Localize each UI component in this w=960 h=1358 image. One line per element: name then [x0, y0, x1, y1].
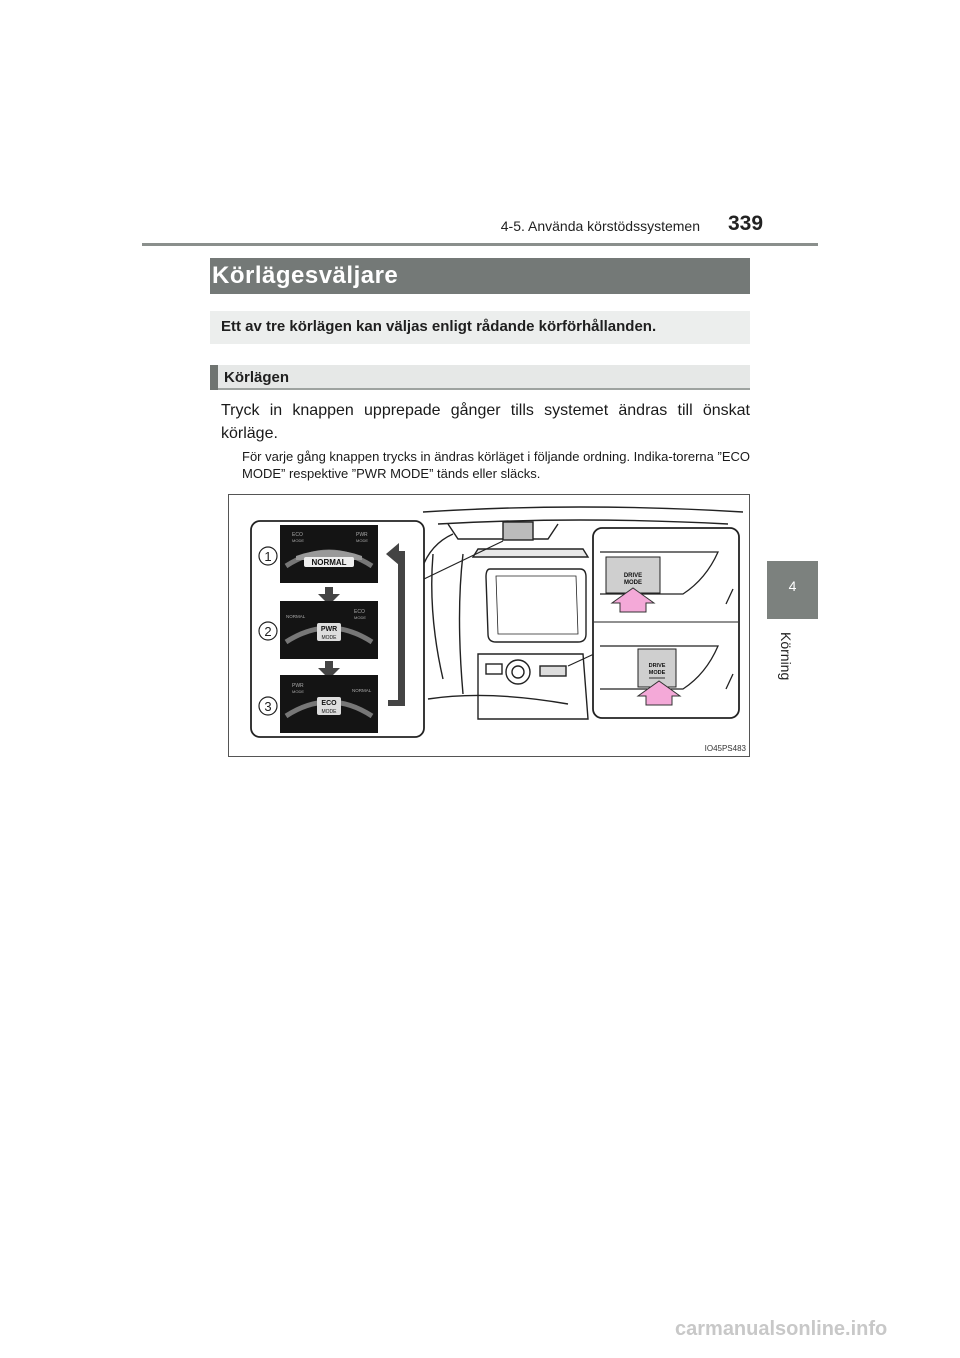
display3-right: NORMAL — [352, 688, 372, 693]
display2-left: NORMAL — [286, 614, 306, 619]
figure-code: IO45PS483 — [704, 744, 746, 753]
button1-line2: MODE — [624, 580, 642, 586]
button1-line1: DRIVE — [623, 573, 643, 579]
display-pwr — [280, 601, 378, 659]
subheading-accent — [210, 365, 218, 390]
body-paragraph: Tryck in knappen upprepade gånger tills systemet ändras till önskat körläge. — [221, 402, 750, 442]
display1-left-top: ECO — [292, 532, 303, 538]
drive-mode-button-bottom[interactable] — [638, 649, 676, 687]
display2-right-bottom: MODE — [354, 615, 366, 620]
display1-right-bottom: MODE — [356, 538, 368, 543]
header-divider — [142, 243, 818, 246]
header-section-title: 4-5. Använda körstödssystemen — [500, 218, 700, 234]
display-eco — [280, 675, 378, 733]
display2-center-bottom: MODE — [321, 635, 337, 641]
display1-center: NORMAL — [311, 558, 347, 567]
chapter-tab-label-text: Körning — [778, 632, 794, 681]
chapter-tab-label — [778, 632, 808, 692]
note-paragraph: För varje gång knappen trycks in ändras körläget i följande ordning. Indika-torerna ”ECO MODE” respektive ”PWR MODE” tänds eller släcks. — [242, 449, 750, 481]
step-3: 3 — [264, 699, 272, 714]
intro-text: Ett av tre körlägen kan väljas enligt rådande körförhållanden. — [221, 318, 657, 335]
page-title: Körlägesväljare — [212, 262, 399, 289]
step-1: 1 — [264, 549, 272, 564]
display2-right-top: ECO — [354, 609, 365, 615]
display3-center-bottom: MODE — [321, 709, 337, 715]
display3-center-top: ECO — [321, 700, 337, 707]
display1-left-bottom: MODE — [292, 538, 304, 543]
chapter-tab-number: 4 — [788, 578, 797, 594]
display3-left-bottom: MODE — [292, 689, 304, 694]
display1-right-top: PWR — [356, 532, 368, 538]
drive-mode-figure — [228, 494, 750, 757]
button2-line1: DRIVE — [648, 663, 666, 669]
subheading-bar — [210, 365, 750, 390]
watermark: carmanualsonline.info — [675, 1318, 888, 1340]
button2-line2: MODE — [648, 670, 666, 676]
step-2: 2 — [264, 624, 272, 639]
page-number: 339 — [728, 212, 764, 235]
subheading: Körlägen — [224, 369, 290, 386]
display2-center-top: PWR — [320, 626, 338, 633]
display-normal — [280, 525, 378, 583]
display3-left-top: PWR — [292, 683, 304, 689]
